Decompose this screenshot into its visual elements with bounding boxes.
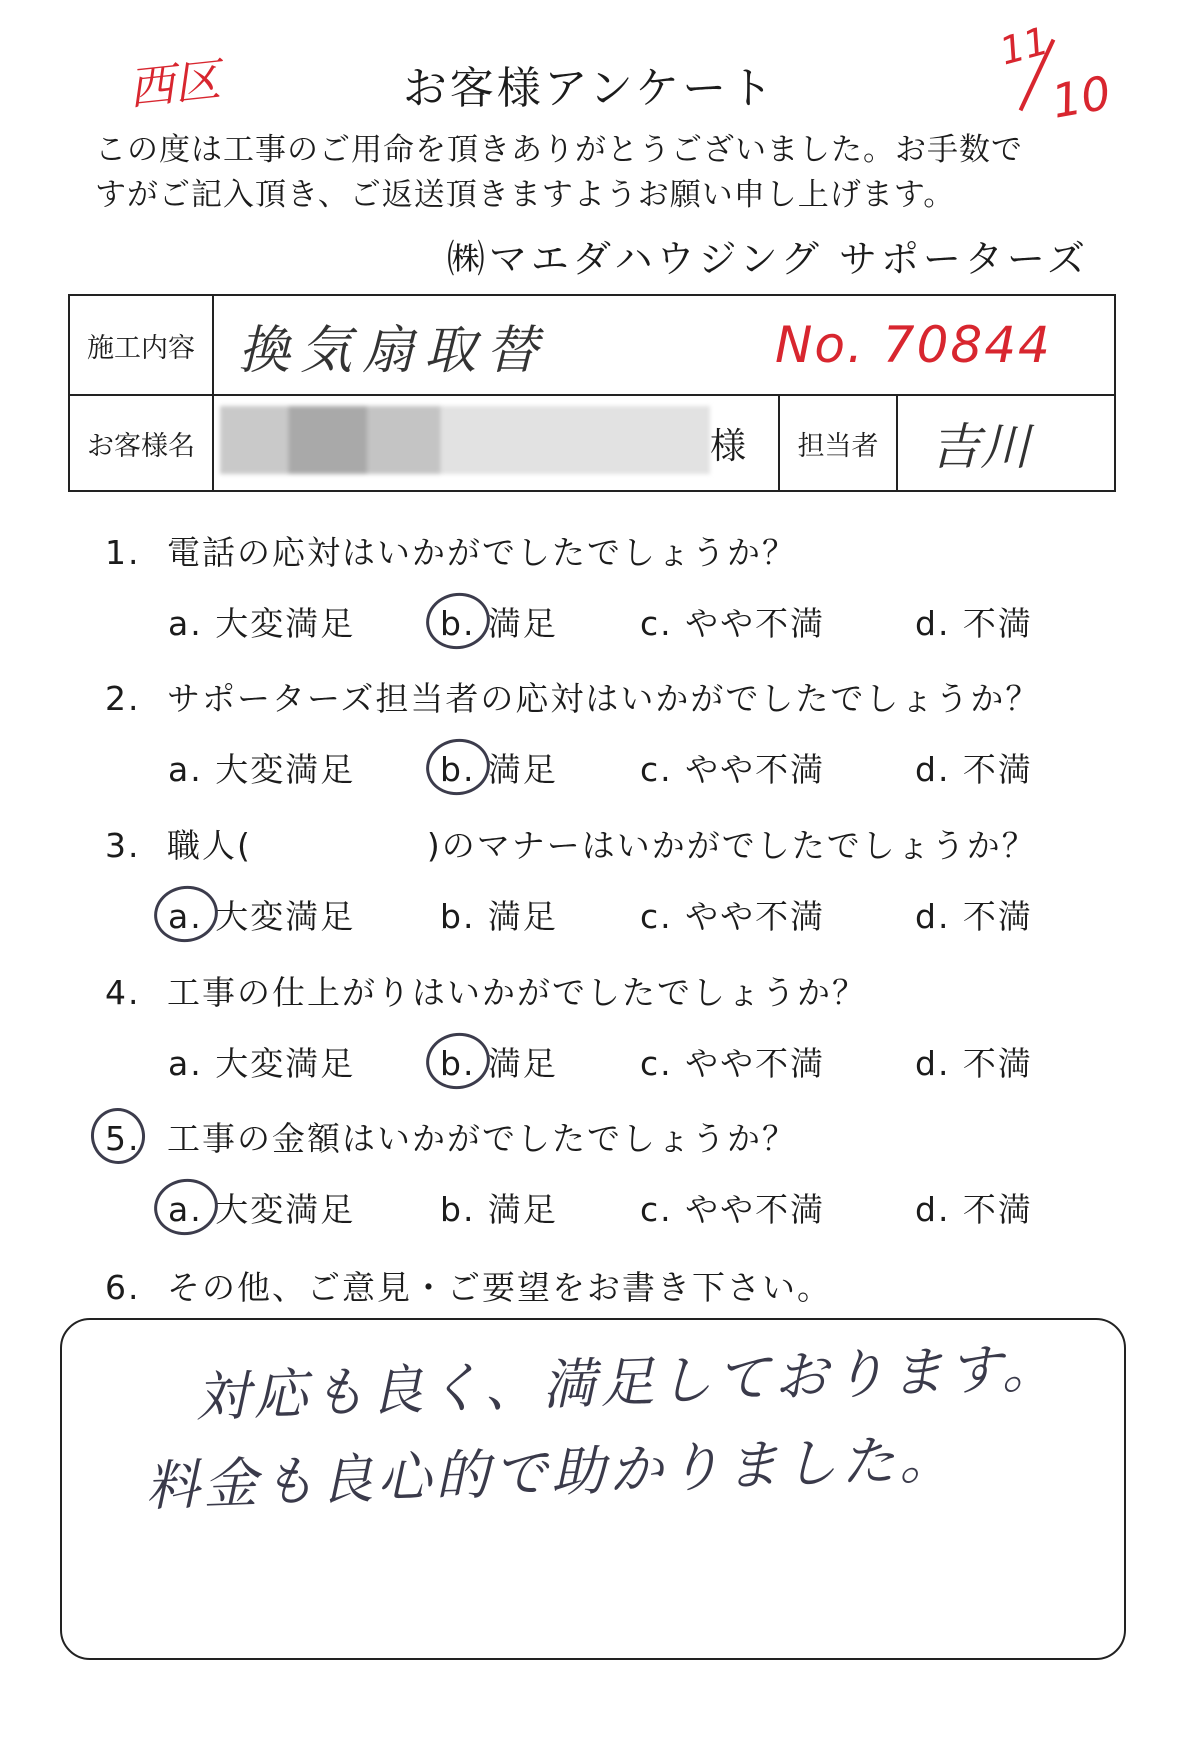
district-handwritten: 西区 <box>125 52 223 116</box>
customer-name-redacted <box>220 406 710 474</box>
comment-line-2: 料金も良心的で助かりました。 <box>144 1426 958 1519</box>
intro-text <box>95 128 1105 218</box>
option-a[interactable]: a. 大変満足 <box>168 1190 356 1229</box>
page-title: お客様アンケート <box>402 63 777 114</box>
company-name: ㈱マエダハウジング サポーターズ <box>446 237 1089 281</box>
option-b[interactable]: b. 満足 <box>440 1044 558 1083</box>
question-text: 工事の金額はいかがでしたでしょうか？ <box>167 1119 797 1158</box>
option-c[interactable]: c. やや不満 <box>640 604 826 643</box>
option-a[interactable]: a. 大変満足 <box>168 604 356 643</box>
staff-label: 担当者 <box>797 430 879 462</box>
option-d[interactable]: d. 不満 <box>915 1044 1033 1083</box>
question-2-text <box>105 673 1040 720</box>
question-text: 電話の応対はいかがでしたでしょうか？ <box>167 533 797 572</box>
option-b[interactable]: b. 満足 <box>440 1190 558 1229</box>
question-4-text <box>105 967 867 1014</box>
staff-value-handwritten: 吉川 <box>930 418 1030 476</box>
option-a[interactable]: a. 大変満足 <box>168 897 356 936</box>
question-number: 2. <box>105 679 141 718</box>
question-number: 3. <box>105 826 141 865</box>
question-text: 工事の仕上がりはいかがでしたでしょうか？ <box>167 973 867 1012</box>
info-table <box>68 294 1116 492</box>
question-3-text <box>105 820 1037 867</box>
option-d[interactable]: d. 不満 <box>915 1190 1033 1229</box>
option-d[interactable]: d. 不満 <box>915 604 1033 643</box>
work-value-handwritten: 換気扇取替 <box>238 320 549 381</box>
question-number: 5. <box>105 1119 141 1158</box>
question-6 <box>105 1262 832 1309</box>
option-d[interactable]: d. 不満 <box>915 750 1033 789</box>
question-1-text <box>105 527 797 574</box>
job-number-handwritten: No. 70844 <box>775 316 1052 374</box>
work-label: 施工内容 <box>87 332 195 364</box>
option-a[interactable]: a. 大変満足 <box>168 1044 356 1083</box>
option-b[interactable]: b. 満足 <box>440 750 558 789</box>
question-number: 4. <box>105 973 141 1012</box>
customer-name-label: お客様名 <box>87 430 195 462</box>
table-col-divider <box>212 296 214 490</box>
date-month-handwritten: 11 <box>995 18 1054 74</box>
option-c[interactable]: c. やや不満 <box>640 1044 826 1083</box>
question-number: 1. <box>105 533 141 572</box>
question-5-text <box>105 1113 797 1160</box>
intro-line-2: すがご記入頂き、ご返送頂きますようお願い申し上げます。 <box>95 177 956 213</box>
option-b[interactable]: b. 満足 <box>440 897 558 936</box>
question-text: その他、ご意見・ご要望をお書き下さい。 <box>167 1268 832 1307</box>
intro-line-1: この度は工事のご用命を頂きありがとうございました。お手数で <box>95 132 1023 168</box>
honorific-sama: 様 <box>710 425 747 467</box>
table-col-divider <box>896 394 898 490</box>
option-c[interactable]: c. やや不満 <box>640 1190 826 1229</box>
option-c[interactable]: c. やや不満 <box>640 750 826 789</box>
date-day-handwritten: 10 <box>1047 65 1115 129</box>
question-number: 6. <box>105 1268 141 1307</box>
option-c[interactable]: c. やや不満 <box>640 897 826 936</box>
option-b[interactable]: b. 満足 <box>440 604 558 643</box>
option-d[interactable]: d. 不満 <box>915 897 1033 936</box>
question-text: サポーターズ担当者の応対はいかがでしたでしょうか？ <box>167 679 1041 718</box>
comment-line-1: 対応も良く、満足しております。 <box>194 1335 1061 1430</box>
question-text: 職人( )のマナーはいかがでしたでしょうか？ <box>167 826 1037 865</box>
option-a[interactable]: a. 大変満足 <box>168 750 356 789</box>
